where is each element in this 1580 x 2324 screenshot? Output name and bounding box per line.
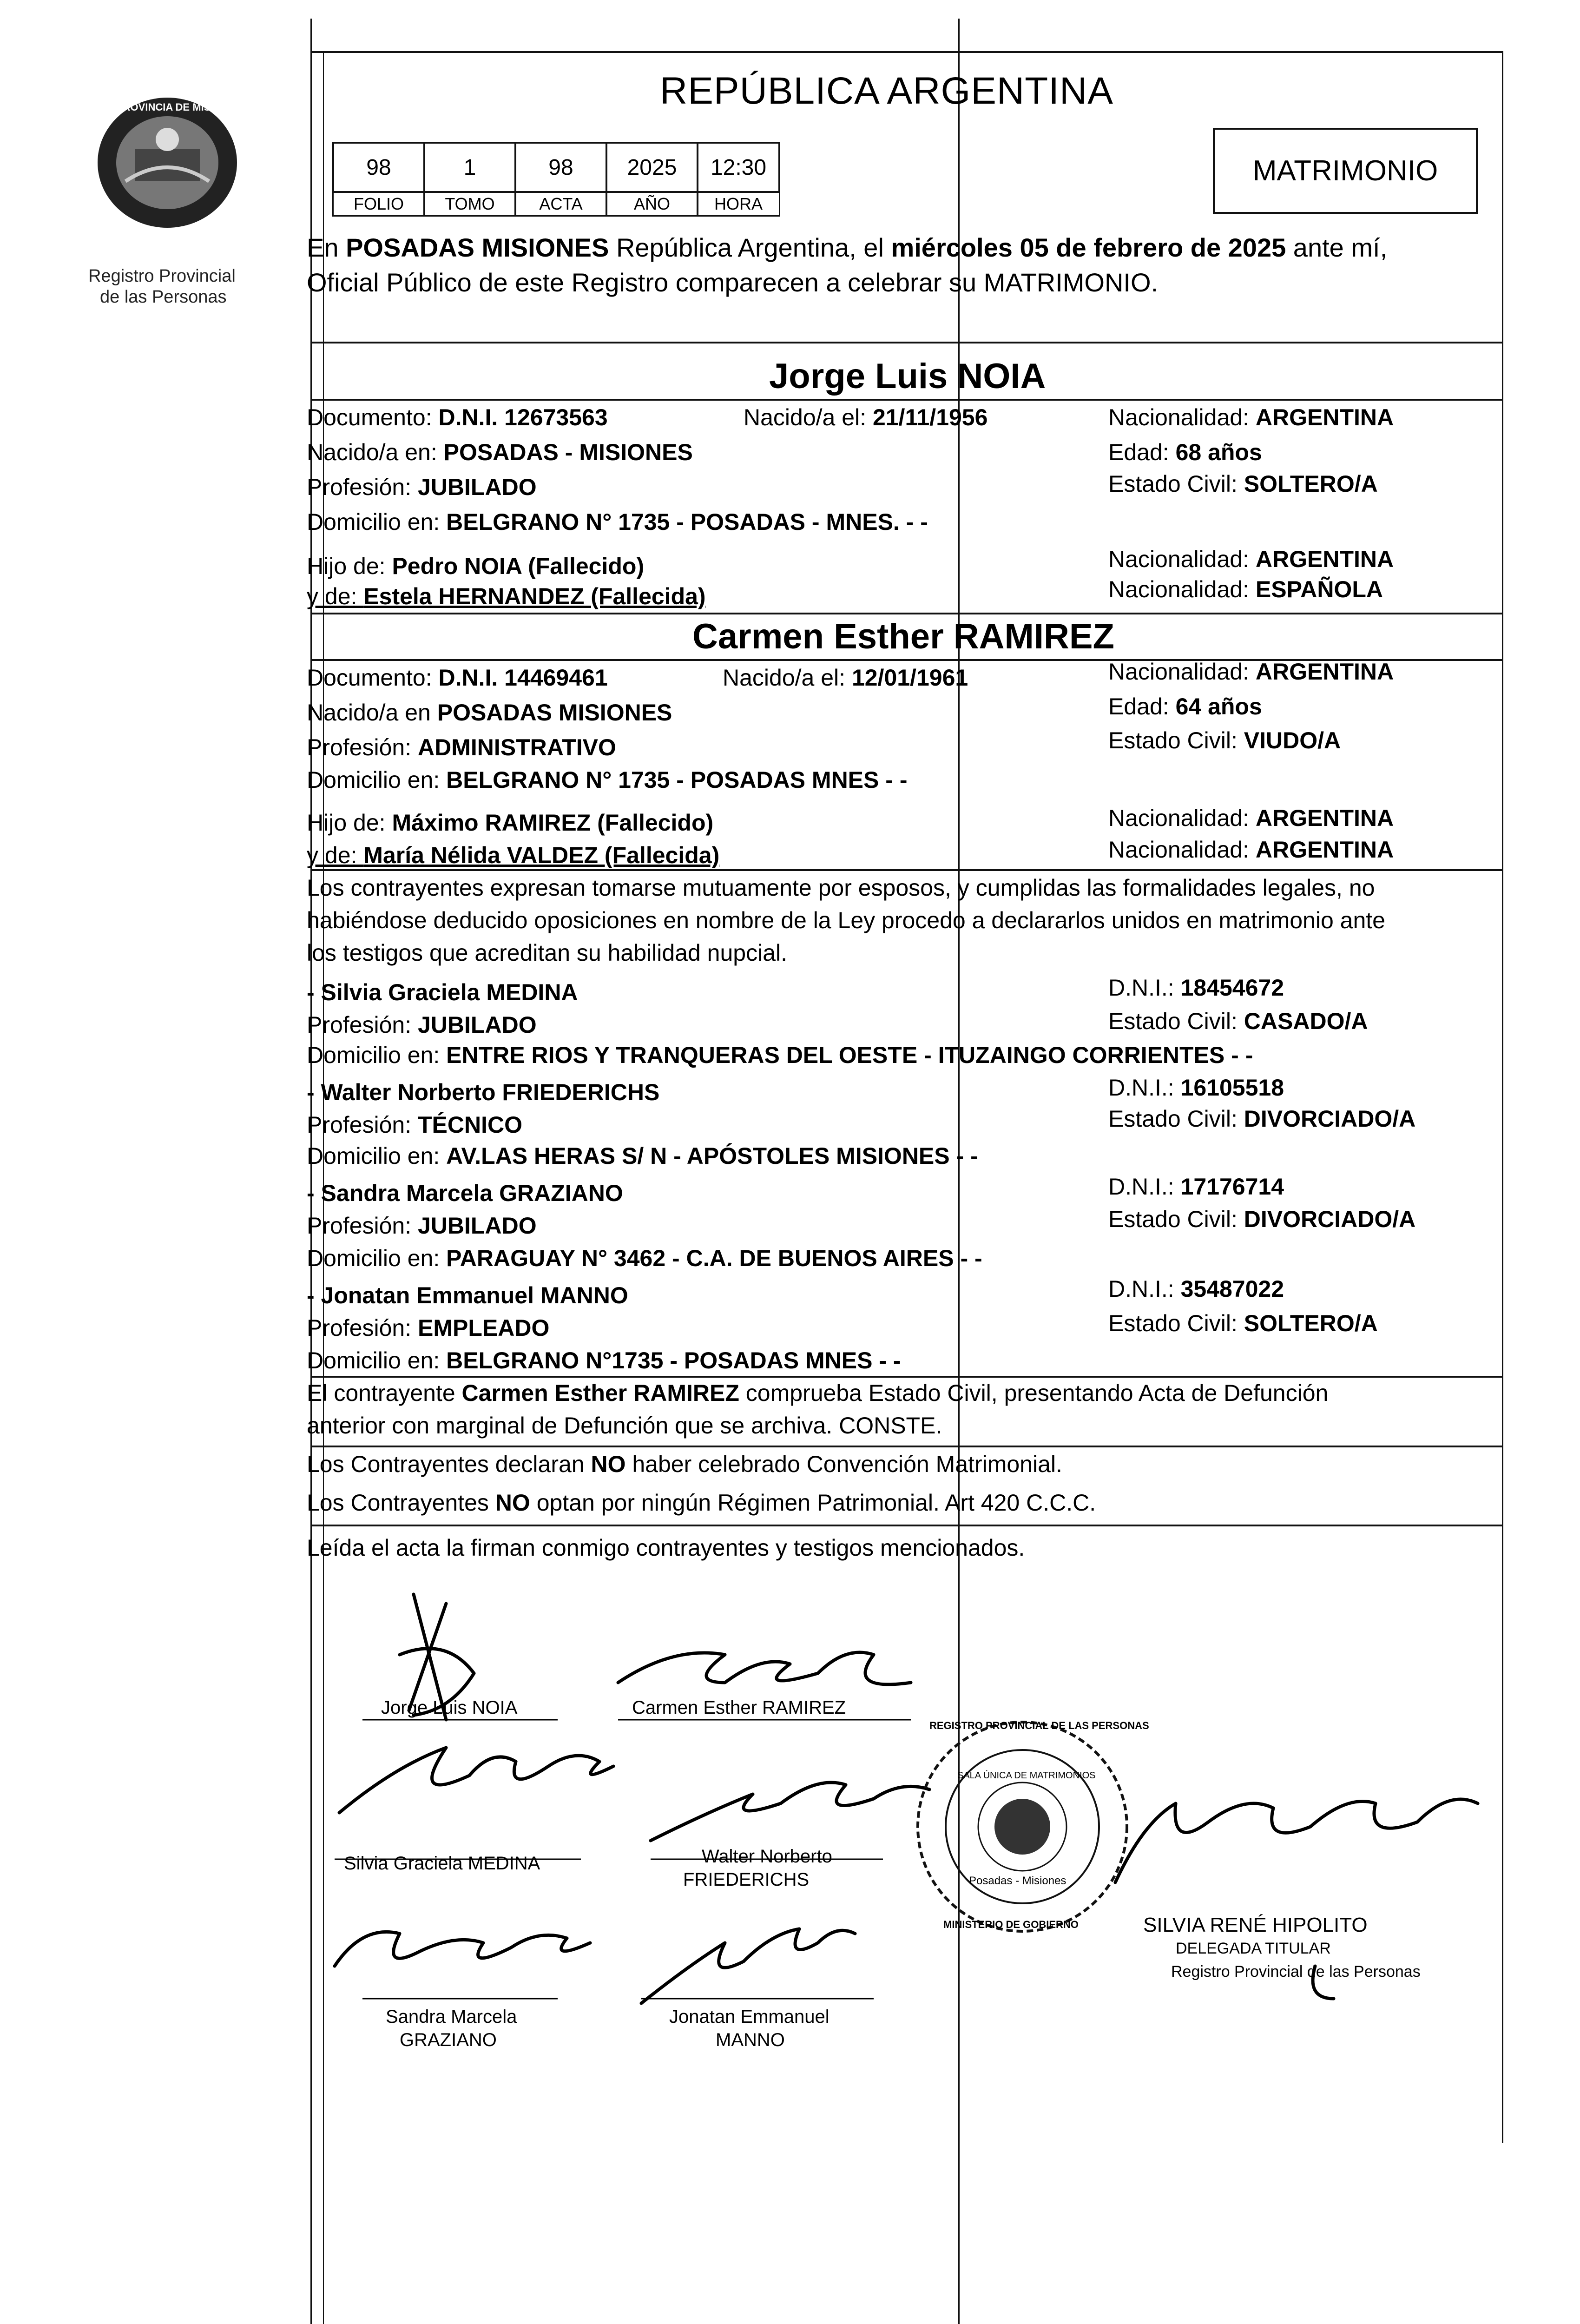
official-seal [911,1715,1149,1938]
witness-address: Domicilio en: ENTRE RIOS Y TRANQUERAS DEL OESTE - ITUZAINGO CORRIENTES - - [307,1042,1253,1068]
frame-top-line [310,51,1503,53]
logo-caption-2: de las Personas [100,287,227,307]
declaration-line-2: habiéndose deducido oposiciones en nombre de la Ley procedo a declararlos unidos en matrimonio ante [307,907,1385,933]
divider-spouse1 [310,399,1503,401]
divider-note2 [310,1446,1503,1447]
spouse2-civil: Estado Civil: VIUDO/A [1108,727,1341,753]
signature-sandra [335,1932,590,1966]
signature-label-jorge: Jorge Luis NOIA [381,1697,518,1718]
official-org: Registro Provincial de las Personas [1171,1963,1421,1981]
spouse2-address: Domicilio en: BELGRANO N° 1735 - POSADAS MNES - - [307,767,908,793]
hora-label: HORA [697,191,780,217]
spouse1-mother: y de: Estela HERNANDEZ (Fallecida) [307,583,706,609]
tomo-value: 1 [423,142,516,193]
official-name: SILVIA RENÉ HIPOLITO [1143,1914,1368,1936]
divider-closing [310,1525,1503,1526]
registry-logo [84,93,251,232]
spouse1-mother-nationality: Nacionalidad: ESPAÑOLA [1108,576,1383,602]
spouse2-mother: y de: María Nélida VALDEZ (Fallecida) [307,842,720,868]
spouse2-profession: Profesión: ADMINISTRATIVO [307,734,616,760]
witness-name: - Sandra Marcela GRAZIANO [307,1180,623,1206]
spouse2-document: Documento: D.N.I. 14469461 [307,665,608,691]
acta-value: 98 [514,142,607,193]
spouse2-nationality: Nacionalidad: ARGENTINA [1108,659,1394,685]
spouse2-mother-nationality: Nacionalidad: ARGENTINA [1108,837,1394,863]
intro-line-1: En POSADAS MISIONES República Argentina, el miércoles 05 de febrero de 2025 ante mí, [307,233,1388,262]
spouse2-born: Nacido/a el: 12/01/1961 [723,665,968,691]
witness-profession: Profesión: EMPLEADO [307,1315,550,1341]
seal-bottom-text: Posadas - Misiones [969,1875,1066,1887]
signature-label-sandra-1: Sandra Marcela [386,2007,517,2027]
spouse2-birthplace: Nacido/a en POSADAS MISIONES [307,700,672,726]
signature-label-carmen: Carmen Esther RAMIREZ [632,1697,846,1718]
logo-caption-1: Registro Provincial [88,266,236,286]
spouse1-age: Edad: 68 años [1108,439,1262,465]
witness-address: Domicilio en: AV.LAS HERAS S/ N - APÓSTOLES MISIONES - - [307,1143,978,1169]
spouse1-father: Hijo de: Pedro NOIA (Fallecido) [307,553,645,579]
witness-dni: D.N.I.: 16105518 [1108,1075,1284,1101]
tomo-label: TOMO [423,191,516,217]
witness-dni: D.N.I.: 17176714 [1108,1174,1284,1200]
witness-name: - Jonatan Emmanuel MANNO [307,1282,628,1308]
hora-value: 12:30 [697,142,780,193]
signature-label-jonatan-2: MANNO [716,2030,785,2050]
witness-address: Domicilio en: BELGRANO N°1735 - POSADAS MNES - - [307,1347,901,1373]
spouse1-profession: Profesión: JUBILADO [307,474,537,500]
spouse1-name: Jorge Luis NOIA [769,357,1046,396]
note2-line-2: Los Contrayentes NO optan por ningún Régimen Patrimonial. Art 420 C.C.C. [307,1490,1096,1516]
witness-name: - Silvia Graciela MEDINA [307,979,578,1005]
signature-label-silvia: Silvia Graciela MEDINA [344,1853,540,1874]
folio-value: 98 [332,142,425,193]
official-title: DELEGADA TITULAR [1176,1940,1331,1957]
witness-civil: Estado Civil: SOLTERO/A [1108,1310,1378,1336]
signature-label-walter-2: FRIEDERICHS [683,1869,810,1890]
witness-civil: Estado Civil: DIVORCIADO/A [1108,1206,1416,1232]
signature-silvia [339,1748,613,1813]
intro-line-2: Oficial Público de este Registro comparecen a celebrar su MATRIMONIO. [307,268,1159,297]
signature-jonatan [641,1929,855,2003]
witness-civil: Estado Civil: DIVORCIADO/A [1108,1106,1416,1132]
spouse1-civil: Estado Civil: SOLTERO/A [1108,471,1378,497]
divider-note1 [310,1376,1503,1378]
spouse2-age: Edad: 64 años [1108,693,1262,720]
divider-spouse2-top [310,613,1503,614]
witness-dni: D.N.I.: 35487022 [1108,1276,1284,1302]
witness-name: - Walter Norberto FRIEDERICHS [307,1079,660,1105]
note2-line-1: Los Contrayentes declaran NO haber celebrado Convención Matrimonial. [307,1451,1062,1477]
witness-civil: Estado Civil: CASADO/A [1108,1008,1368,1034]
seal-ring-text: REGISTRO PROVINCIAL DE LAS PERSONAS [929,1720,1149,1731]
spouse1-address: Domicilio en: BELGRANO N° 1735 - POSADAS - MNES. - - [307,509,928,535]
left-margin-line [310,19,312,2324]
divider-intro [310,342,1503,343]
signature-carmen [618,1652,911,1684]
note1-line-1: El contrayente Carmen Esther RAMIREZ comprueba Estado Civil, presentando Acta de Defunción [307,1380,1329,1406]
spouse1-document: Documento: D.N.I. 12673563 [307,404,608,430]
frame-right-line [1502,51,1503,2143]
witness-address: Domicilio en: PARAGUAY N° 3462 - C.A. DE BUENOS AIRES - - [307,1245,982,1271]
declaration-line-3: los testigos que acreditan su habilidad nupcial. [307,940,788,966]
acta-label: ACTA [514,191,607,217]
signature-label-jonatan-1: Jonatan Emmanuel [669,2007,830,2027]
logo-emblem-icon [84,93,251,232]
folio-label: FOLIO [332,191,425,217]
ano-label: AÑO [606,191,698,217]
signature-walter [651,1783,929,1841]
record-type-box: MATRIMONIO [1213,128,1478,214]
seal-inner-text: SALA ÚNICA DE MATRIMONIOS [957,1770,1096,1781]
spouse2-name: Carmen Esther RAMIREZ [692,617,1114,656]
divider-declaration [310,869,1503,871]
signature-label-walter-1: Walter Norberto [702,1846,832,1867]
declaration-line-1: Los contrayentes expresan tomarse mutuamente por esposos, y cumplidas las formalidades legales, no [307,875,1375,901]
witness-profession: Profesión: TÉCNICO [307,1112,523,1138]
seal-ministry-text: MINISTERIO DE GOBIERNO [943,1919,1079,1930]
spouse1-father-nationality: Nacionalidad: ARGENTINA [1108,546,1394,572]
logo-ring-text: PROVINCIA DE MISIONES [116,101,243,113]
witness-profession: Profesión: JUBILADO [307,1012,537,1038]
spouse2-father: Hijo de: Máximo RAMIREZ (Fallecido) [307,810,714,836]
seal-icon [911,1715,1134,1938]
spouse1-nationality: Nacionalidad: ARGENTINA [1108,404,1394,430]
spouse1-born: Nacido/a el: 21/11/1956 [744,404,988,430]
spouse2-father-nationality: Nacionalidad: ARGENTINA [1108,805,1394,831]
signature-label-sandra-2: GRAZIANO [400,2030,497,2050]
note1-line-2: anterior con marginal de Defunción que se archiva. CONSTE. [307,1413,942,1439]
page-title: REPÚBLICA ARGENTINA [660,70,1113,112]
witness-profession: Profesión: JUBILADO [307,1213,537,1239]
closing-text: Leída el acta la firman conmigo contrayentes y testigos mencionados. [307,1535,1025,1561]
ano-value: 2025 [606,142,698,193]
witness-dni: D.N.I.: 18454672 [1108,975,1284,1001]
signature-official [1115,1799,1478,1882]
spouse1-birthplace: Nacido/a en: POSADAS - MISIONES [307,439,693,465]
